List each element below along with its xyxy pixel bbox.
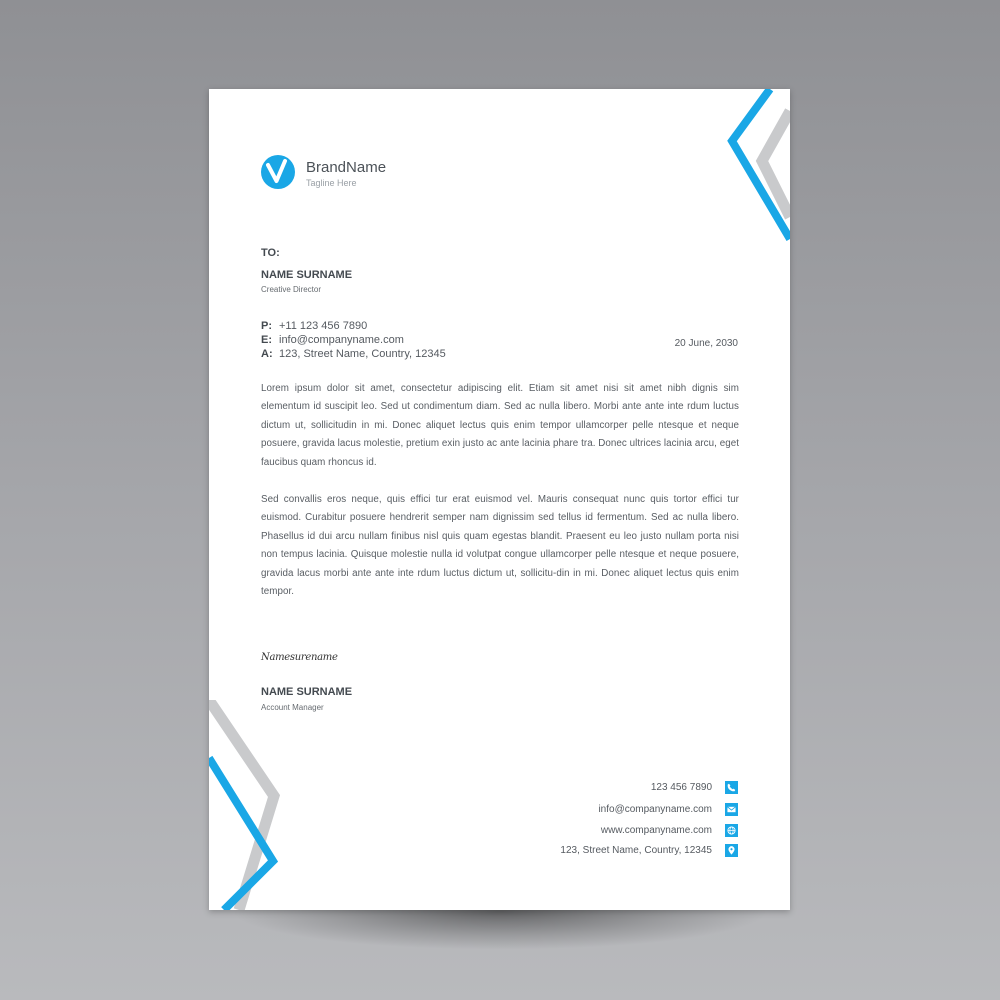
letterhead-page bbox=[209, 89, 790, 910]
recipient-phone: +11 123 456 7890 bbox=[279, 320, 368, 332]
sender-name: NAME SURNAME bbox=[261, 686, 353, 698]
corner-decoration-top bbox=[720, 89, 790, 274]
body-paragraph-2: Sed convallis eros neque, quis effici tur erat euismod vel. Mauris consequat nunc quis tortor effici tur euismod. Curabitur posuere hendrerit semper nam dignissim sed tellus id fermentum. Sed ac nulla libero. Phasellus id dui arcu nullam finibus nisl quis quam egestas blandit. Praesent eu leo justo nullam porta nisi non tempus lacinia. Quisque molestie nulla id volutpat congue ullamcorper pelle ntesque et neque posuere, gravida lacus morbi ante ante inte rdum luctus dictum ut, sollicitu-din in mi. Donec aliquet lectus quis enim tempor. bbox=[261, 494, 739, 598]
body-paragraph-1: Lorem ipsum dolor sit amet, consectetur adipiscing elit. Etiam sit amet nisi sit amet nibh dignis sim elementum id suscipit leo. Sed ut condimentum diam. Sed ac nulla libero. Morbi ante ante inte rdum luctus dictum ut, sollicitudin in mi. Donec aliquet lectus quis enim tempor ullamcorper pelle ntesque et neque posuere, gravida lacus molestie, pretium exin justo ac ante lacinia phare tra. Donec ultrices lacinia arcu, eget faucibus quam rhoncus id. bbox=[261, 383, 739, 468]
recipient-phone-row bbox=[261, 320, 367, 332]
signature: Namesurename bbox=[261, 652, 338, 663]
footer-address: 123, Street Name, Country, 12345 bbox=[560, 845, 712, 856]
letter-date: 20 June, 2030 bbox=[674, 338, 738, 349]
corner-decoration-bottom bbox=[209, 700, 289, 910]
recipient-title: Creative Director bbox=[261, 285, 322, 294]
address-key: A: bbox=[261, 348, 273, 360]
recipient-email-row bbox=[261, 334, 404, 346]
footer-phone: 123 456 7890 bbox=[650, 782, 712, 793]
sender-title: Account Manager bbox=[261, 703, 324, 712]
footer-phone-row bbox=[651, 781, 738, 794]
brand-name: BrandName bbox=[306, 159, 387, 176]
recipient-address-row bbox=[261, 348, 446, 360]
footer-website-row bbox=[601, 824, 738, 837]
footer-email-row bbox=[598, 803, 738, 816]
footer-website: www.companyname.com bbox=[600, 825, 712, 836]
phone-icon bbox=[725, 781, 738, 794]
to-label: TO: bbox=[261, 247, 280, 259]
phone-key: P: bbox=[261, 320, 272, 332]
footer-address-row bbox=[560, 844, 738, 857]
brand-tagline: Tagline Here bbox=[306, 178, 357, 188]
location-pin-icon bbox=[725, 844, 738, 857]
brand-logo-icon bbox=[261, 155, 295, 189]
email-icon bbox=[725, 803, 738, 816]
email-key: E: bbox=[261, 334, 272, 346]
globe-icon bbox=[725, 824, 738, 837]
footer-email: info@companyname.com bbox=[598, 804, 712, 815]
recipient-address: 123, Street Name, Country, 12345 bbox=[279, 348, 446, 360]
recipient-name: NAME SURNAME bbox=[261, 269, 353, 281]
recipient-email: info@companyname.com bbox=[279, 334, 404, 346]
